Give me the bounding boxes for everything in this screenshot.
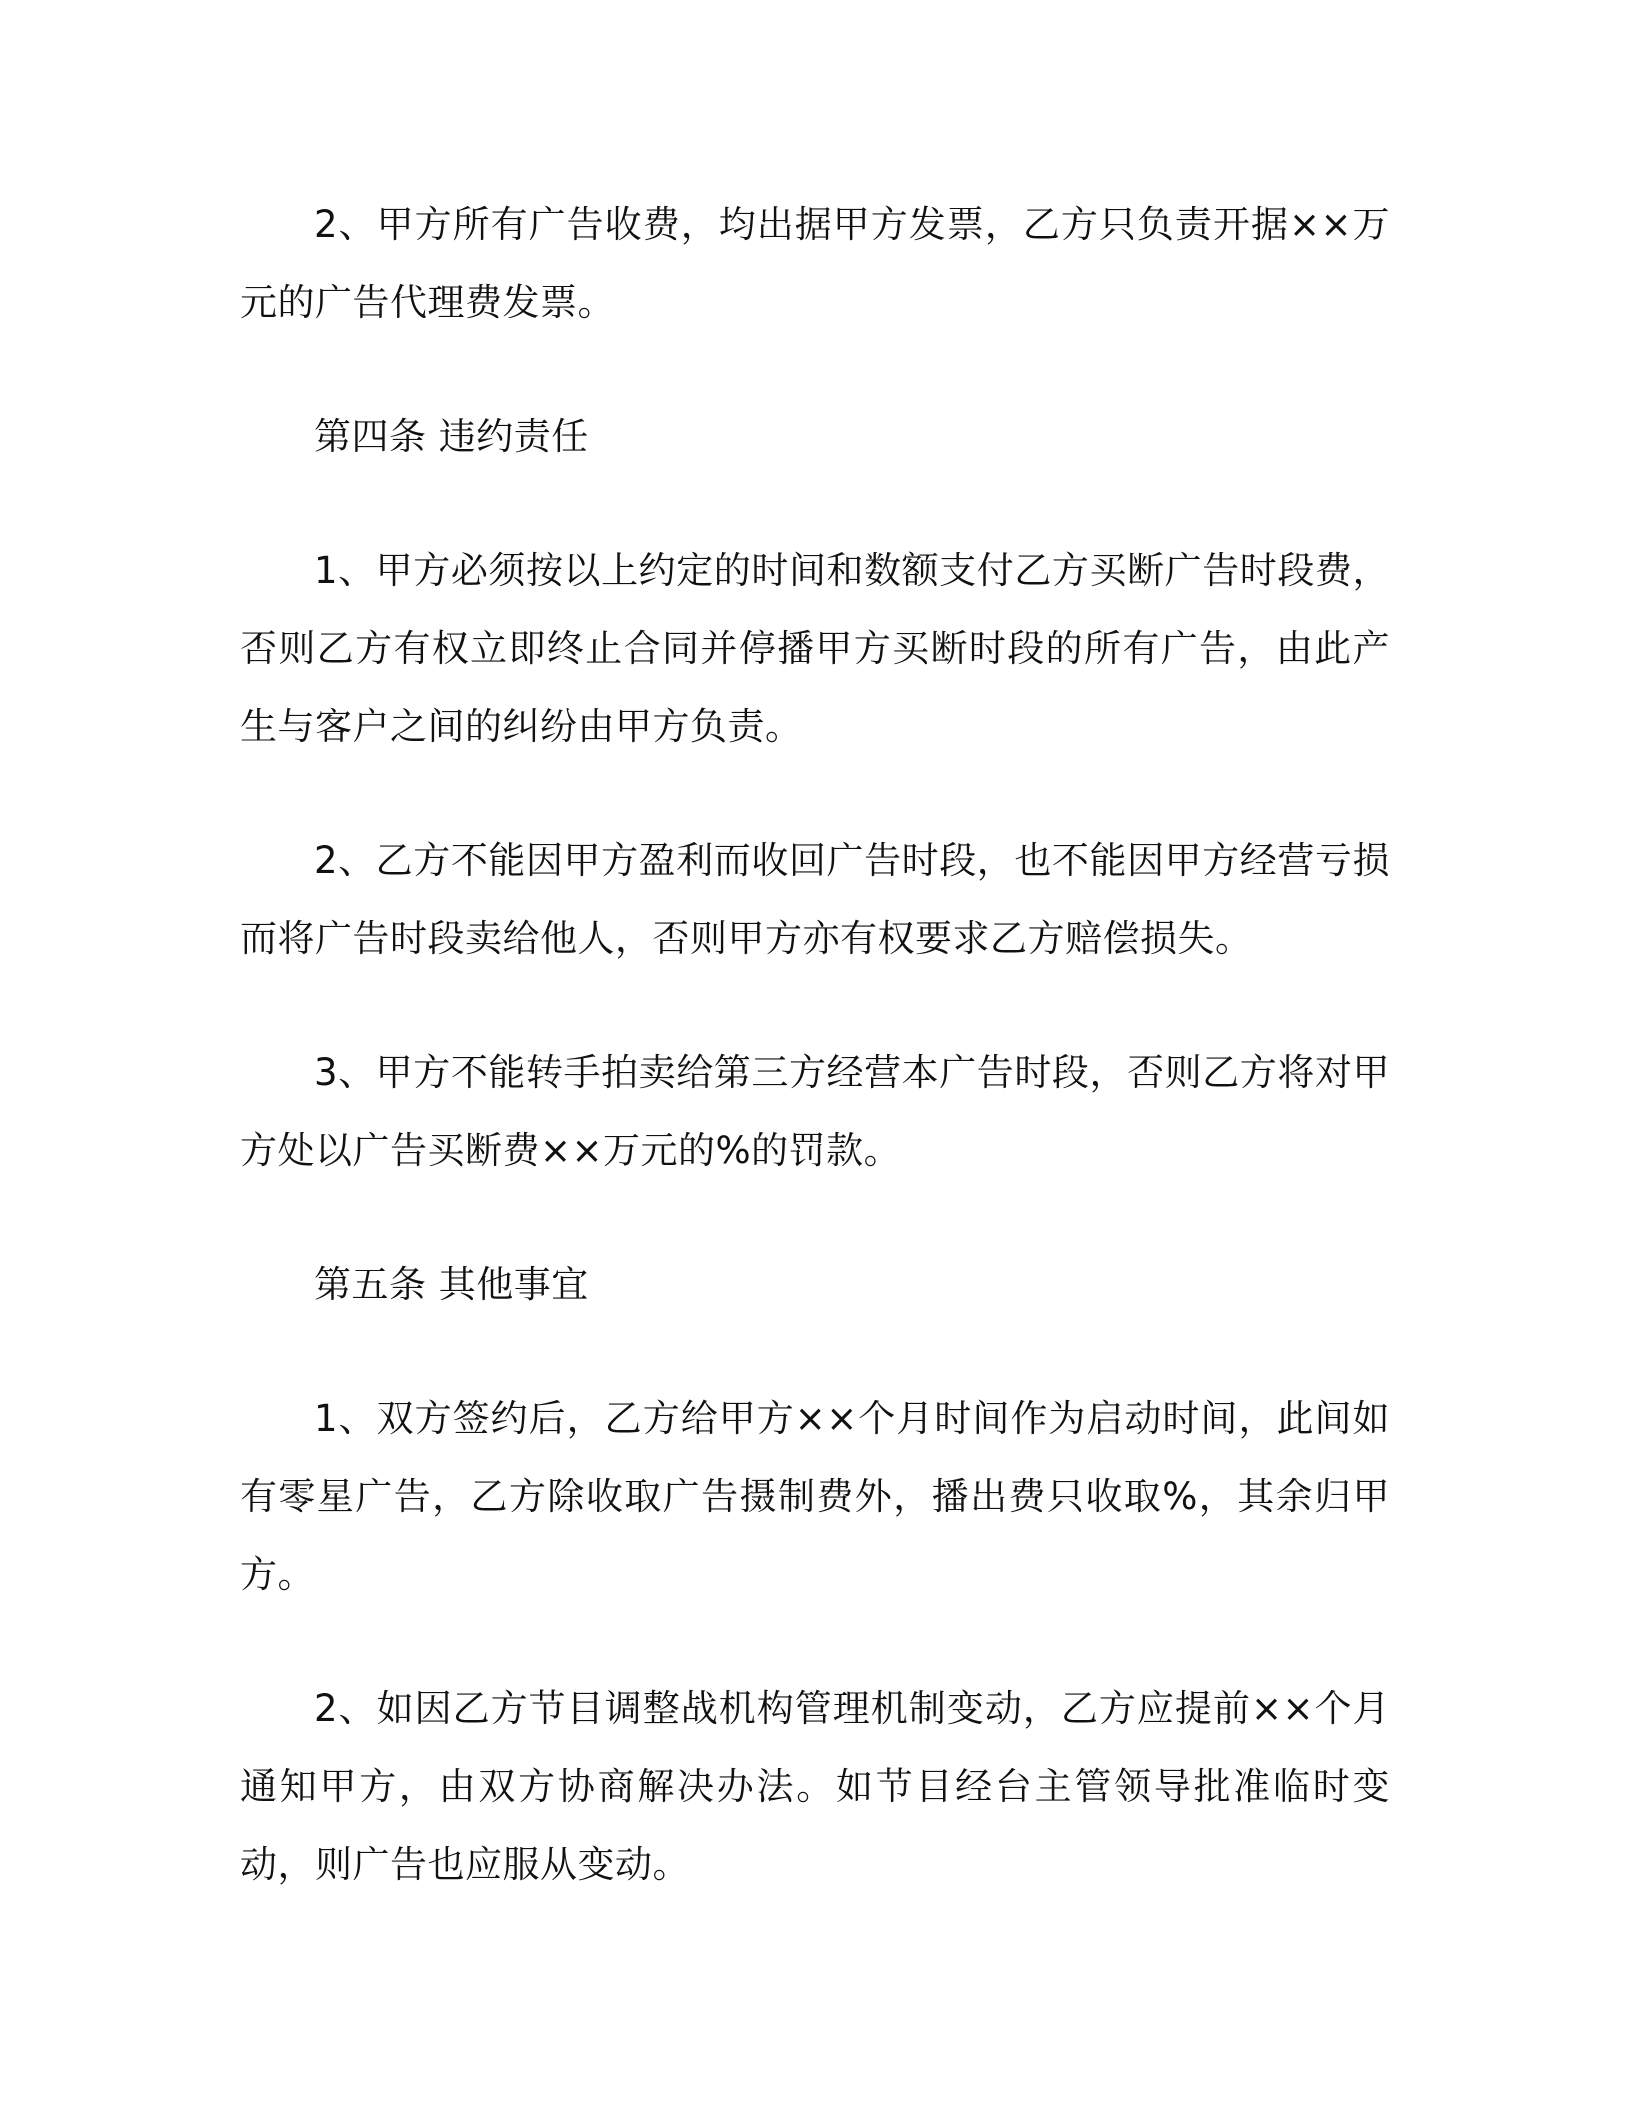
paragraph-other-1: 1、双方签约后，乙方给甲方××个月时间作为启动时间，此间如有零星广告，乙方除收取广告摄制费外，播出费只收取%，其余归甲方。 bbox=[240, 1397, 1390, 1596]
paragraph-invoice: 2、甲方所有广告收费，均出据甲方发票，乙方只负责开据××万元的广告代理费发票。 bbox=[240, 203, 1390, 324]
document-body bbox=[240, 186, 1390, 1960]
paragraph-other-2: 2、如因乙方节目调整战机构管理机制变动，乙方应提前××个月通知甲方，由双方协商解决办法。如节目经台主管领导批准临时变动，则广告也应服从变动。 bbox=[240, 1687, 1390, 1886]
paragraph-breach-3: 3、甲方不能转手拍卖给第三方经营本广告时段，否则乙方将对甲方处以广告买断费××万元的%的罚款。 bbox=[240, 1051, 1390, 1172]
section-heading-article-5: 第五条 其他事宜 bbox=[314, 1263, 589, 1306]
paragraph-breach-1: 1、甲方必须按以上约定的时间和数额支付乙方买断广告时段费，否则乙方有权立即终止合同并停播甲方买断时段的所有广告，由此产生与客户之间的纠纷由甲方负责。 bbox=[240, 549, 1390, 748]
section-heading-article-4: 第四条 违约责任 bbox=[314, 415, 589, 458]
paragraph-breach-2: 2、乙方不能因甲方盈利而收回广告时段，也不能因甲方经营亏损而将广告时段卖给他人，否则甲方亦有权要求乙方赔偿损失。 bbox=[240, 839, 1390, 960]
